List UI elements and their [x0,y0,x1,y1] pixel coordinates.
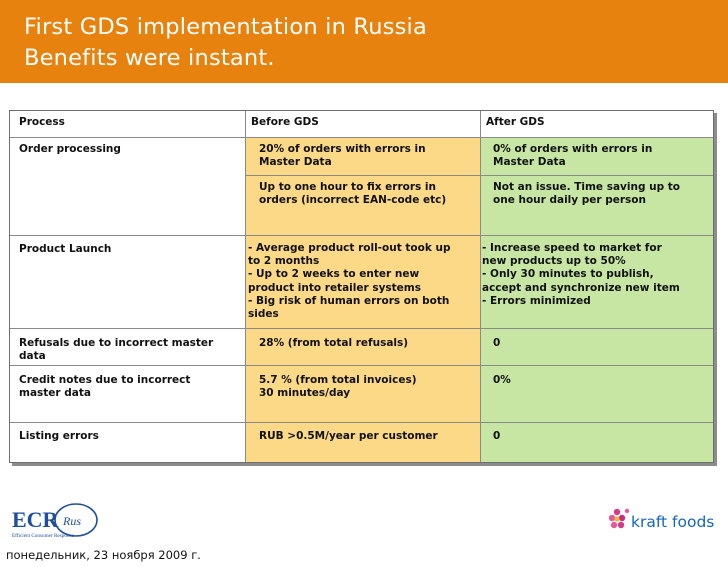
row-fix-errors-before: Up to one hour to fix errors in orders (incorrect EAN-code etc) [245,175,480,235]
row-order-processing-before: 20% of orders with errors in Master Data [245,137,480,175]
kraft-flower-icon [609,509,629,528]
row-listing-errors-before: RUB >0.5M/year per customer [245,422,480,462]
row-credit-notes-before: 5.7 % (from total invoices) 30 minutes/day [245,365,480,422]
kraft-foods-logo [607,503,722,538]
table-rule [10,235,713,236]
row-product-launch-before: - Average product roll-out took up to 2 months - Up to 2 weeks to enter new product into retailer systems - Big risk of human errors on both sides [245,235,480,328]
table-rule [10,365,713,366]
row-credit-notes-process: Credit notes due to incorrect master data [10,365,245,422]
header-process: Process [10,111,245,137]
table-rule [10,422,713,423]
ecr-logo-rus-text: Rus [63,514,81,528]
row-fix-errors-after: Not an issue. Time saving up to one hour daily per person [480,175,713,235]
kraft-logo-text: kraft foods [631,513,715,531]
row-product-launch-after: - Increase speed to market for new products up to 50% - Only 30 minutes to publish, accept and synchronize new item - Errors minimized [480,235,713,328]
header-after-gds: After GDS [480,111,713,137]
table-rule [245,111,246,462]
table-rule [480,111,481,462]
ecr-logo-text: ECR [12,507,59,532]
header-before-gds: Before GDS [245,111,480,137]
slide-title: First GDS implementation in Russia [24,14,427,40]
footer-date: понедельник, 23 ноября 2009 г. [6,548,201,562]
title-band [0,0,728,83]
row-listing-errors-after: 0 [480,422,713,462]
row-refusals-process: Refusals due to incorrect master data [10,328,245,365]
row-refusals-before: 28% (from total refusals) [245,328,480,365]
row-credit-notes-after: 0% [480,365,713,422]
row-refusals-after: 0 [480,328,713,365]
comparison-table [9,110,714,463]
table-rule [10,328,713,329]
slide-subtitle: Benefits were instant. [24,45,275,71]
row-listing-errors-process: Listing errors [10,422,245,462]
ecr-logo-subtitle: Efficient Consumer Response [12,533,74,539]
table-rule [10,137,713,138]
row-order-processing-after: 0% of orders with errors in Master Data [480,137,713,175]
table-rule [245,175,713,176]
row-order-processing-process: Order processing [10,137,245,235]
row-product-launch-process: Product Launch [10,235,245,328]
ecr-rus-logo [10,502,102,540]
